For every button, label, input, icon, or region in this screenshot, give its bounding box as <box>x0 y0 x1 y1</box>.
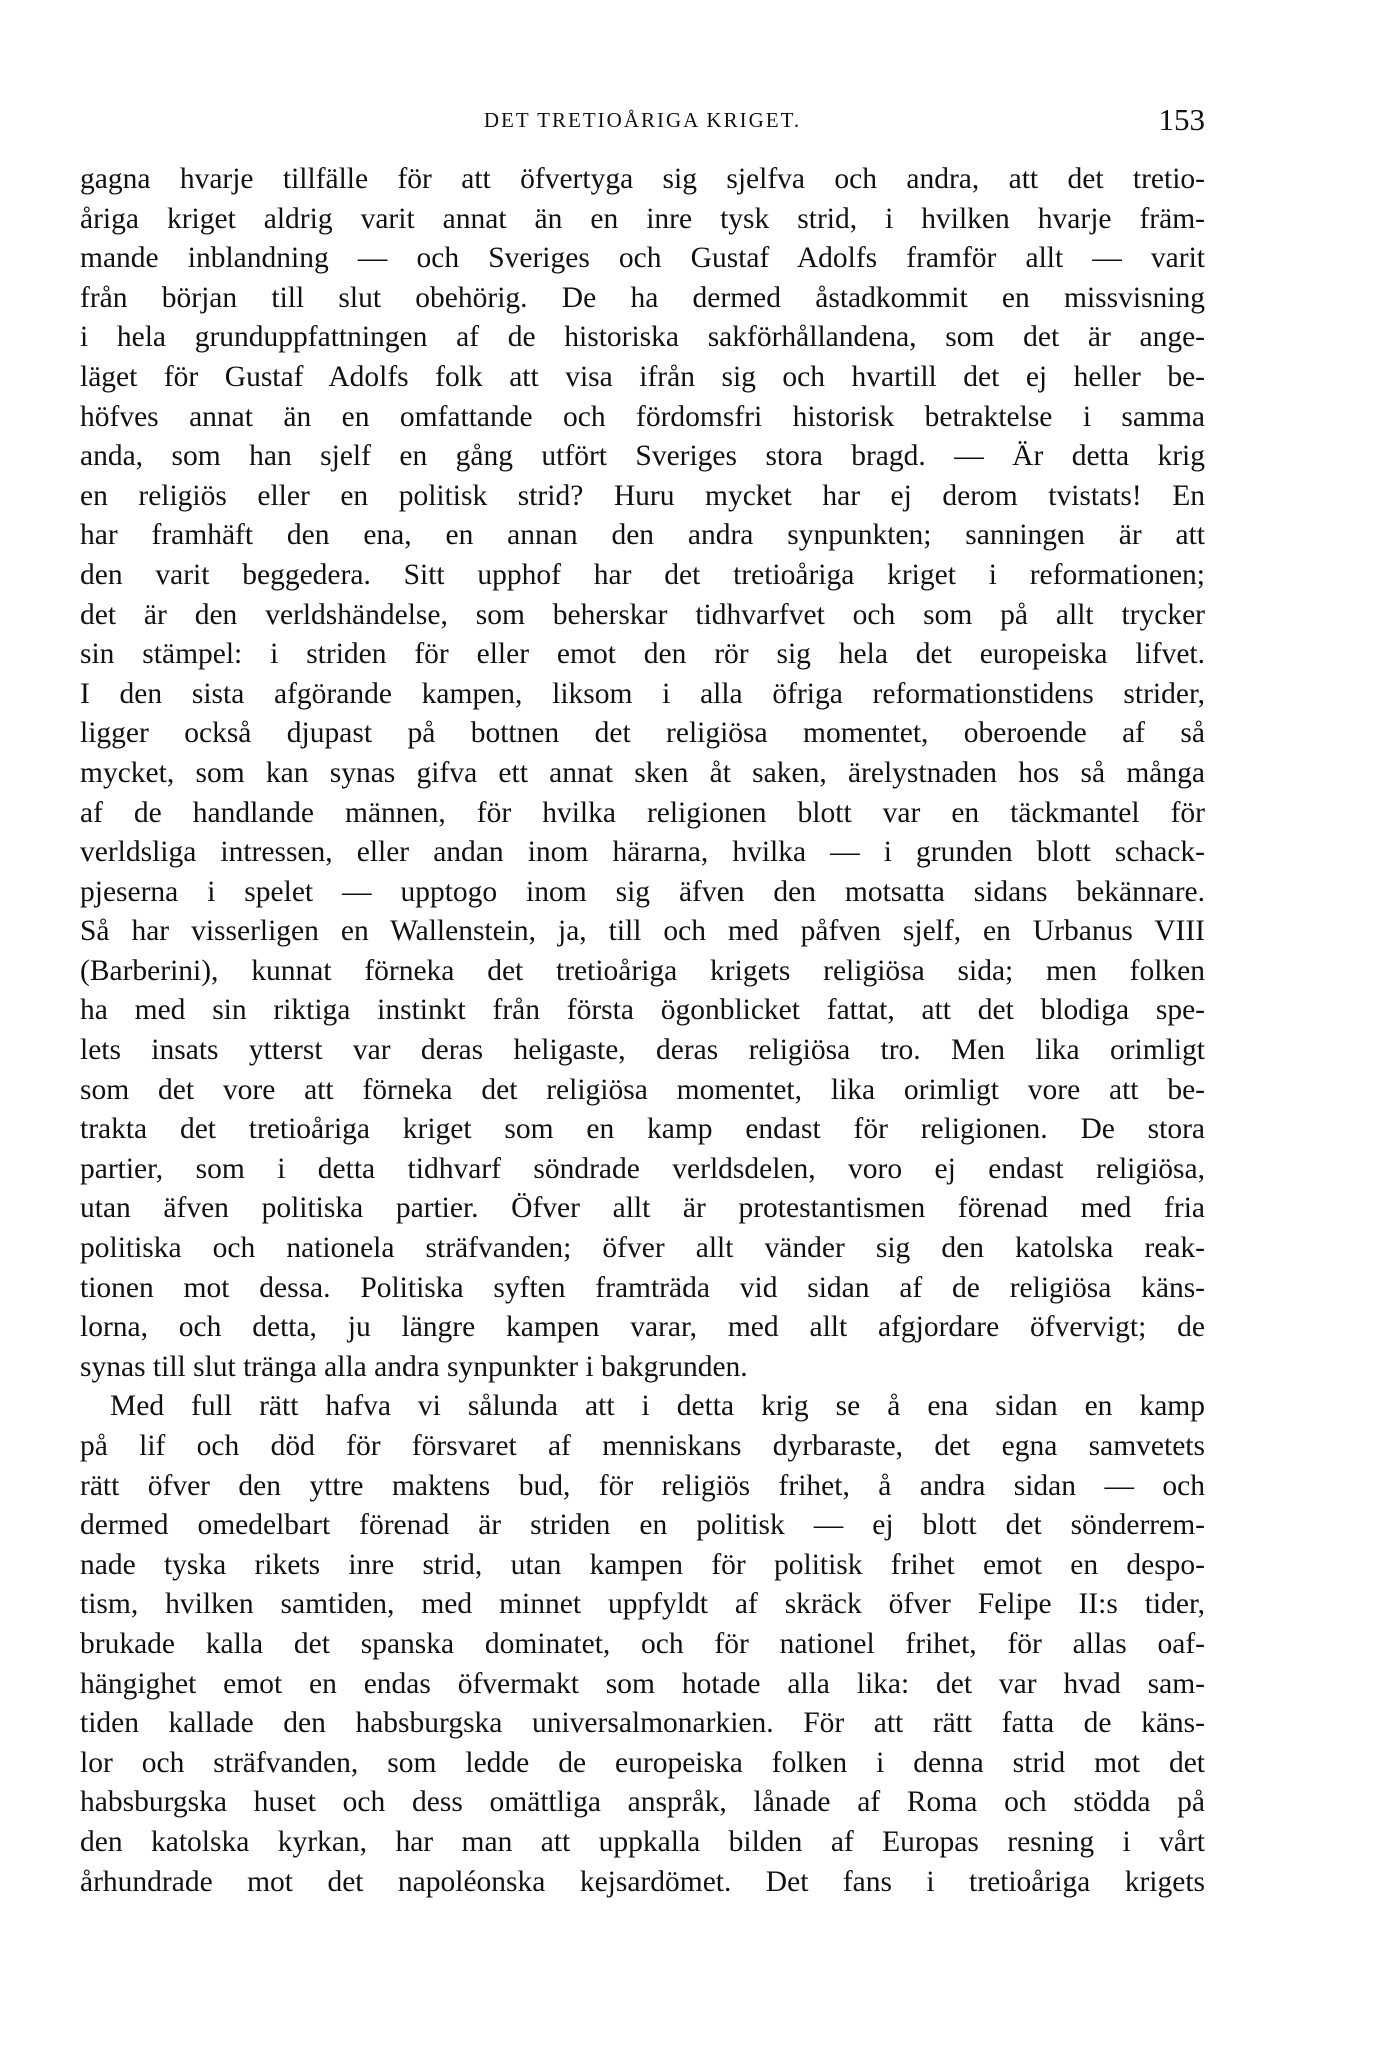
running-title: DET TRETIOÅRIGA KRIGET. <box>483 108 802 132</box>
text-line: århundrade mot det napoléonska kejsardömet. Det fans i tretioåriga krigets <box>80 1865 1205 1898</box>
page-header <box>80 100 1205 140</box>
text-line: utan äfven politiska partier. Öfver allt är protestantismen förenad med fria <box>80 1192 1205 1225</box>
text-line: den varit beggedera. Sitt upphof har det tretioåriga kriget i reformationen; <box>80 558 1205 591</box>
text-line: synas till slut tränga alla andra synpunkter i bakgrunden. <box>80 1350 748 1383</box>
text-line: (Barberini), kunnat förneka det tretioåriga krigets religiösa sida; men folken <box>80 954 1205 987</box>
text-line: partier, som i detta tidhvarf söndrade verldsdelen, voro ej endast religiösa, <box>80 1152 1205 1185</box>
text-line: höfves annat än en omfattande och fördomsfri historisk betraktelse i samma <box>80 400 1205 433</box>
text-line: brukade kalla det spanska dominatet, och för nationel frihet, för allas oaf- <box>80 1627 1205 1660</box>
body-text <box>80 160 1205 1902</box>
page-number: 153 <box>1158 102 1205 137</box>
text-line: habsburgska huset och dess omättliga anspråk, lånade af Roma och stödda på <box>80 1786 1205 1819</box>
text-line: från början till slut obehörig. De ha dermed åstadkommit en missvisning <box>80 281 1205 314</box>
text-line: lorna, och detta, ju längre kampen varar, med allt afgjordare öfvervigt; de <box>80 1311 1205 1344</box>
text-line: sin stämpel: i striden för eller emot den rör sig hela det europeiska lifvet. <box>80 638 1205 671</box>
text-line: ha med sin riktiga instinkt från första ögonblicket fattat, att det blodiga spe- <box>80 994 1205 1027</box>
text-line: mande inblandning — och Sveriges och Gustaf Adolfs framför allt — varit <box>80 242 1205 275</box>
text-line: nade tyska rikets inre strid, utan kampen för politisk frihet emot en despo- <box>80 1548 1205 1581</box>
text-line: läget för Gustaf Adolfs folk att visa ifrån sig och hvartill det ej heller be- <box>80 360 1205 393</box>
text-line: ligger också djupast på bottnen det religiösa momentet, oberoende af så <box>80 717 1205 750</box>
text-line: lor och sträfvanden, som ledde de europeiska folken i denna strid mot det <box>80 1746 1205 1779</box>
text-line: pjeserna i spelet — upptogo inom sig äfven den motsatta sidans bekännare. <box>80 875 1205 908</box>
text-line: åriga kriget aldrig varit annat än en inre tysk strid, i hvilken hvarje främ- <box>80 202 1205 235</box>
text-line: gagna hvarje tillfälle för att öfvertyga sig sjelfva och andra, att det tretio- <box>80 163 1205 195</box>
text-line: af de handlande männen, för hvilka religionen blott var en täckmantel för <box>80 796 1205 829</box>
text-line: på lif och död för försvaret af menniskans dyrbaraste, det egna samvetets <box>80 1430 1205 1462</box>
text-line: Med full rätt hafva vi sålunda att i detta krig se å ena sidan en kamp <box>110 1390 1205 1423</box>
text-line: Så har visserligen en Wallenstein, ja, till och med påfven sjelf, en Urbanus VIII <box>80 915 1205 948</box>
text-line: I den sista afgörande kampen, liksom i alla öfriga reformationstidens strider, <box>80 677 1205 710</box>
text-line: rätt öfver den yttre maktens bud, för religiös frihet, å andra sidan — och <box>80 1469 1205 1502</box>
text-line: har framhäft den ena, en annan den andra synpunkten; sanningen är att <box>80 519 1205 552</box>
text-line: lets insats ytterst var deras heligaste, deras religiösa tro. Men lika orimligt <box>80 1034 1205 1067</box>
text-line: mycket, som kan synas gifva ett annat sken åt saken, ärelystnaden hos så många <box>80 756 1205 789</box>
text-line: verldsliga intressen, eller andan inom härarna, hvilka — i grunden blott schack- <box>80 836 1205 869</box>
text-line: en religiös eller en politisk strid? Huru mycket har ej derom tvistats! En <box>80 479 1205 512</box>
text-line: i hela grunduppfattningen af de historiska sakförhållandena, som det är ange- <box>80 321 1205 354</box>
text-line: dermed omedelbart förenad är striden en politisk — ej blott det sönderrem- <box>80 1509 1205 1542</box>
text-line: tism, hvilken samtiden, med minnet uppfyldt af skräck öfver Felipe II:s tider, <box>80 1588 1205 1621</box>
text-line: det är den verldshändelse, som beherskar tidhvarfvet och som på allt trycker <box>80 598 1205 631</box>
text-line: tionen mot dessa. Politiska syften framträda vid sidan af de religiösa käns- <box>80 1271 1205 1304</box>
text-line: politiska och nationela sträfvanden; öfver allt vänder sig den katolska reak- <box>80 1232 1205 1265</box>
text-line: hängighet emot en endas öfvermakt som hotade alla lika: det var hvad sam- <box>80 1667 1205 1700</box>
text-line: trakta det tretioåriga kriget som en kamp endast för religionen. De stora <box>80 1113 1205 1146</box>
text-line: tiden kallade den habsburgska universalmonarkien. För att rätt fatta de käns- <box>80 1707 1205 1740</box>
text-line: den katolska kyrkan, har man att uppkalla bilden af Europas resning i vårt <box>80 1825 1205 1858</box>
text-line: anda, som han sjelf en gång utfört Sveriges stora bragd. — Är detta krig <box>80 440 1205 473</box>
text-line: som det vore att förneka det religiösa momentet, lika orimligt vore att be- <box>80 1073 1205 1106</box>
